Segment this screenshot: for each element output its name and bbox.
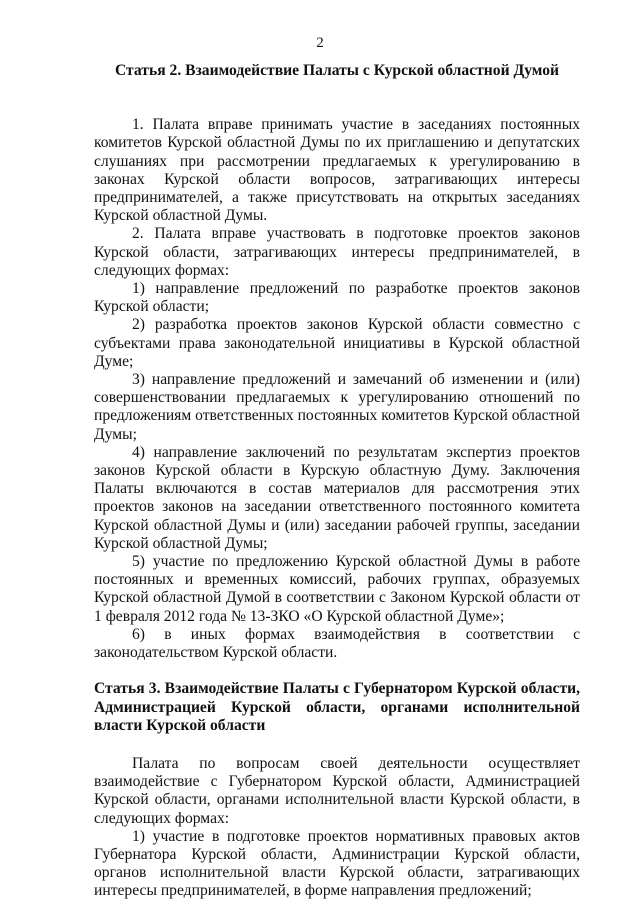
article-2-paragraph: 2. Палата вправе участвовать в подготовке проектов законов Курской области, затрагивающих интересы предпринимателей, в следующих формах: [94,225,580,279]
page-number: 2 [316,35,324,51]
article-2-paragraph: 5) участие по предложению Курской областной Думы в работе постоянных и временных комиссий, рабочих группах, образуемых Курской областной Думой в соответствии с Законом Курской области от 1 февраля 2012 года № 13-ЗКО «О Курской областной Думе»; [94,553,580,625]
article-2-paragraph: 4) направление заключений по результатам экспертиз проектов законов Курской области в Курскую областную Думу. Заключения Палаты включаются в состав материалов для рассмотрения этих проектов законов на заседании ответственного постоянного комитета Курской областной Думы и (или) заседании рабочей группы, заседании Курской областной Думы; [94,443,580,552]
article-2-paragraph: 6) в иных формах взаимодействия в соответствии с законодательством Курской области. [94,625,580,662]
article-2-paragraph: 3) направление предложений и замечаний об изменении и (или) совершенствовании предлагаемых к урегулированию отношений по предложениям ответственных постоянных комитетов Курской областной Думы; [94,371,580,443]
document-body [94,62,580,901]
article-3-paragraph: 1) участие в подготовке проектов нормативных правовых актов Губернатора Курской области, Администрации Курской области, органов исполнительной власти Курской области, затрагивающих интересы предпринимателей, в форме направления предложений; [94,827,580,900]
article-3-title: Статья 3. Взаимодействие Палаты с Губернатором Курской области, Администрацией Курской области, органами исполнительной власти Курской области [94,680,580,734]
article-2-paragraph: 1. Палата вправе принимать участие в заседаниях постоянных комитетов Курской областной Думы по их приглашению и депутатских слушаниях при рассмотрении предлагаемых к урегулированию в законах Курской области вопросов, затрагивающих интересы предпринимателей, а также присутствовать на открытых заседаниях Курской областной Думы. [94,116,580,225]
article-2-title: Статья 2. Взаимодействие Палаты с Курской областной Думой [115,62,559,79]
article-2-paragraph: 1) направление предложений по разработке проектов законов Курской области; [94,280,580,316]
article-2-paragraph: 2) разработка проектов законов Курской области совместно с субъектами права законодательной инициативы в Курской областной Думе; [94,316,580,370]
article-3-paragraph: Палата по вопросам своей деятельности осуществляет взаимодействие с Губернатором Курской области, Администрацией Курской области, органами исполнительной власти Курской области, в следующих формах: [94,754,580,827]
